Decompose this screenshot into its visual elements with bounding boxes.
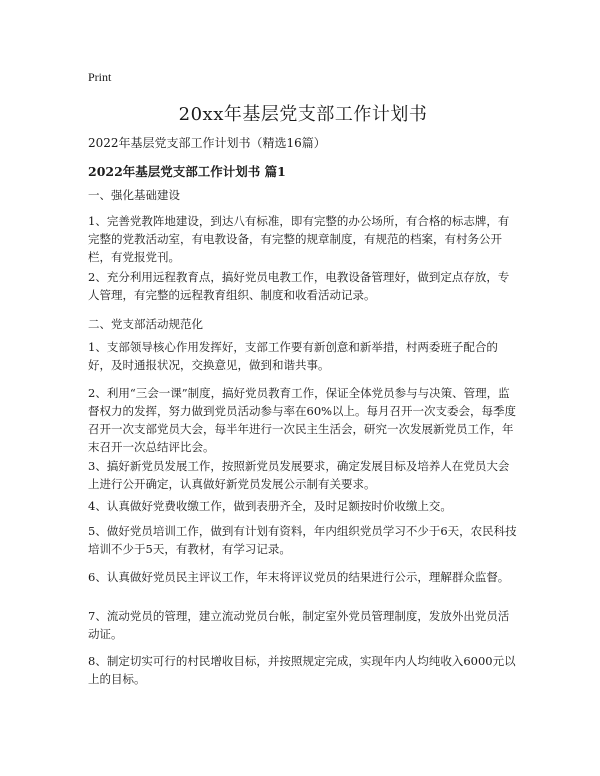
section-title: 2022年基层党支部工作计划书 篇1: [88, 164, 286, 179]
paragraph-1-1: 1、完善党教阵地建设，到达八有标准，即有完整的办公场所，有合格的标志牌，有完整的党教活动室，有电教设备，有完整的规章制度，有规范的档案，有村务公开栏，有党报党刊。: [88, 214, 510, 264]
paragraph-2-1: 1、支部领导核心作用发挥好，支部工作要有新创意和新举措，村两委班子配合的好，及时通报状况，交换意见，做到和谐共事。: [88, 340, 498, 372]
paragraph-2-6: 6、认真做好党员民主评议工作，年末将评议党员的结果进行公示，理解群众监督。: [88, 570, 510, 584]
paragraph-2-2: 2、利用“三会一课”制度，搞好党员教育工作，保证全体党员参与与决策、管理，监督权力的发挥，努力做到党员活动参与率在60%以上。每月召开一次支委会，每季度召开一次支部党员大会，每半年进行一次民主生活会，研究一次发展新党员工作，年末召开一次总结评比会。: [88, 386, 517, 454]
print-label: Print: [88, 70, 112, 84]
paragraph-2-3: 3、搞好新党员发展工作，按照新党员发展要求，确定发展目标及培养人在党员大会上进行公开确定，认真做好新党员发展公示制有关要求。: [88, 459, 510, 491]
heading-standardize-activities: 二、党支部活动规范化: [88, 317, 203, 331]
document-title: 20xx年基层党支部工作计划书: [178, 104, 428, 125]
paragraph-2-4: 4、认真做好党费收缴工作，做到表册齐全，及时足额按时价收缴上交。: [88, 499, 452, 513]
paragraph-2-5: 5、做好党员培训工作，做到有计划有资料，年内组织党员学习不少于6天，农民科技培训不少于5天，有教材，有学习记录。: [88, 524, 517, 556]
paragraph-1-2: 2、充分利用远程教育点，搞好党员电教工作，电教设备管理好，做到定点存放，专人管理，有完整的远程教育组织、制度和收看活动记录。: [88, 270, 510, 302]
heading-strengthen-foundation: 一、强化基础建设: [88, 188, 180, 202]
paragraph-2-8: 8、制定切实可行的村民增收目标，并按照规定完成，实现年内人均纯收入6000元以上的目标。: [88, 654, 516, 686]
document-subtitle: 2022年基层党支部工作计划书（精选16篇）: [88, 136, 326, 150]
paragraph-2-7: 7、流动党员的管理，建立流动党员台帐，制定室外党员管理制度，发放外出党员活动证。: [88, 609, 510, 641]
